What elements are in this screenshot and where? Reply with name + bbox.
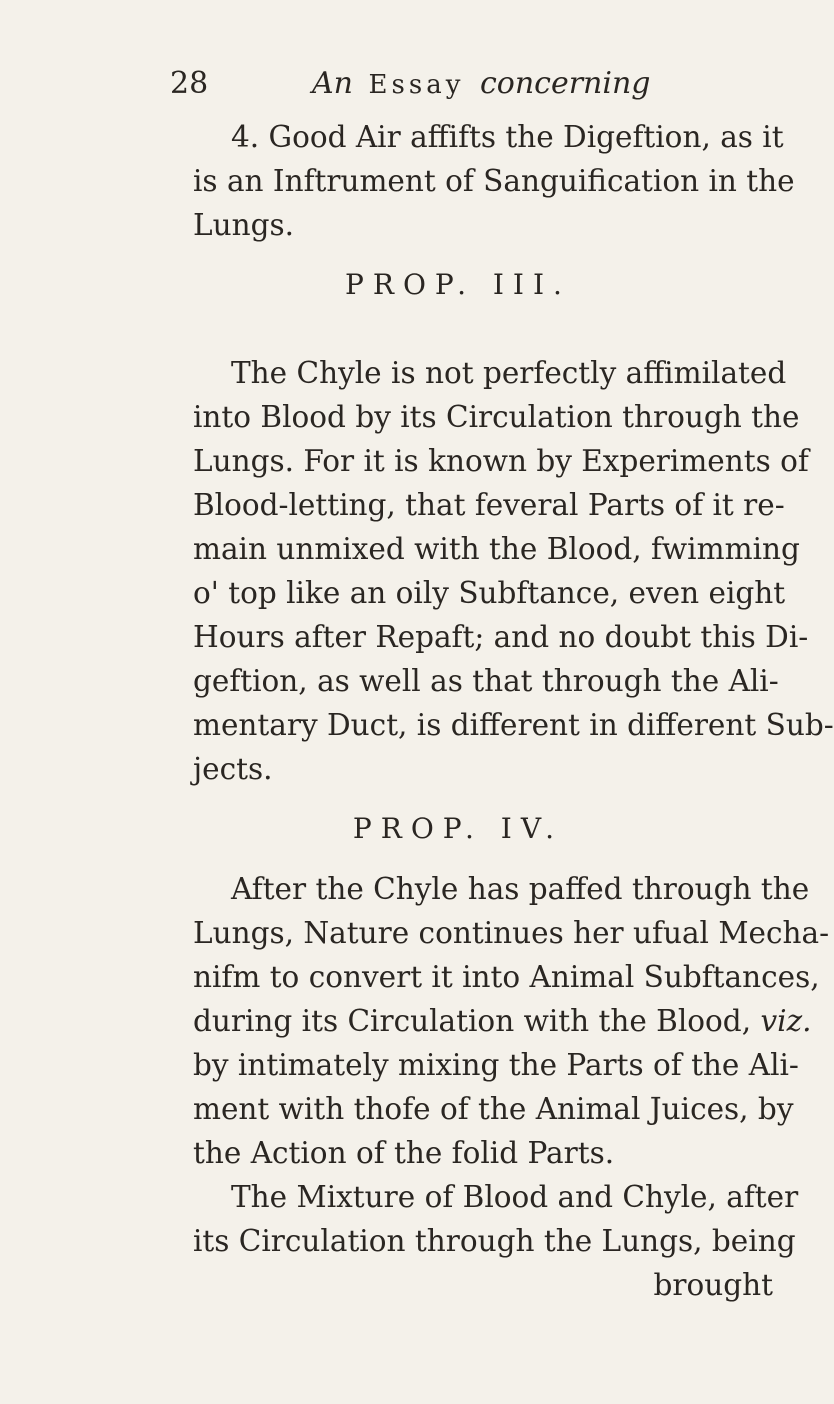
running-head [312, 64, 650, 105]
text-line: Hours after Repaft; and no doubt this Di- [193, 620, 809, 654]
text-line: The Chyle is not perfectly affimilated [231, 356, 787, 390]
text-line: into Blood by its Circulation through the [193, 400, 800, 434]
viz-abbreviation: viz. [760, 1004, 812, 1038]
text-line-part: during its Circulation with the Blood, [193, 1004, 752, 1038]
text-line: Lungs. For it is known by Experiments of [193, 444, 809, 478]
text-line: After the Chyle has paffed through the [231, 872, 810, 906]
paragraph-mixture [193, 1175, 799, 1307]
text-line: its Circulation through the Lungs, being [193, 1224, 796, 1258]
text-line: the Action of the folid Parts. [193, 1136, 615, 1170]
paragraph-4 [193, 115, 795, 247]
text-line: main unmixed with the Blood, fwimming [193, 532, 800, 566]
text-line: ment with thofe of the Animal Juices, by [193, 1092, 794, 1126]
text-line: 4. Good Air affifts the Digeftion, as it [231, 120, 784, 154]
text-line: jects. [193, 752, 273, 786]
text-line: The Mixture of Blood and Chyle, after [231, 1180, 799, 1214]
running-head-title: Essay [368, 70, 465, 100]
text-line: o' top like an oily Subftance, even eight [193, 576, 786, 610]
text-line: Lungs. [193, 208, 294, 242]
text-line: Lungs, Nature continues her ufual Mecha- [193, 916, 830, 950]
text-line: by intimately mixing the Parts of the Ali- [193, 1048, 799, 1082]
page-number: 28 [170, 66, 209, 101]
text-line: Blood-letting, that feveral Parts of it re- [193, 488, 785, 522]
page-header [0, 64, 801, 104]
text-line: geftion, as well as that through the Ali- [193, 664, 779, 698]
text-line: nifm to convert it into Animal Subftances, [193, 960, 820, 994]
text-line: is an Inftrument of Sanguification in the [193, 164, 795, 198]
text-line: mentary Duct, is different in different Sub- [193, 708, 834, 742]
paragraph-prop-4 [193, 867, 830, 1175]
text-line [193, 999, 812, 1043]
section-heading-prop-3: PROP. III. [345, 268, 571, 301]
body-text [193, 115, 834, 1307]
section-heading-prop-4: PROP. IV. [352, 812, 564, 845]
catchword: brought [653, 1268, 773, 1302]
paragraph-prop-3 [193, 351, 834, 791]
running-head-prefix: An [312, 66, 353, 101]
running-head-suffix: concerning [479, 66, 651, 101]
